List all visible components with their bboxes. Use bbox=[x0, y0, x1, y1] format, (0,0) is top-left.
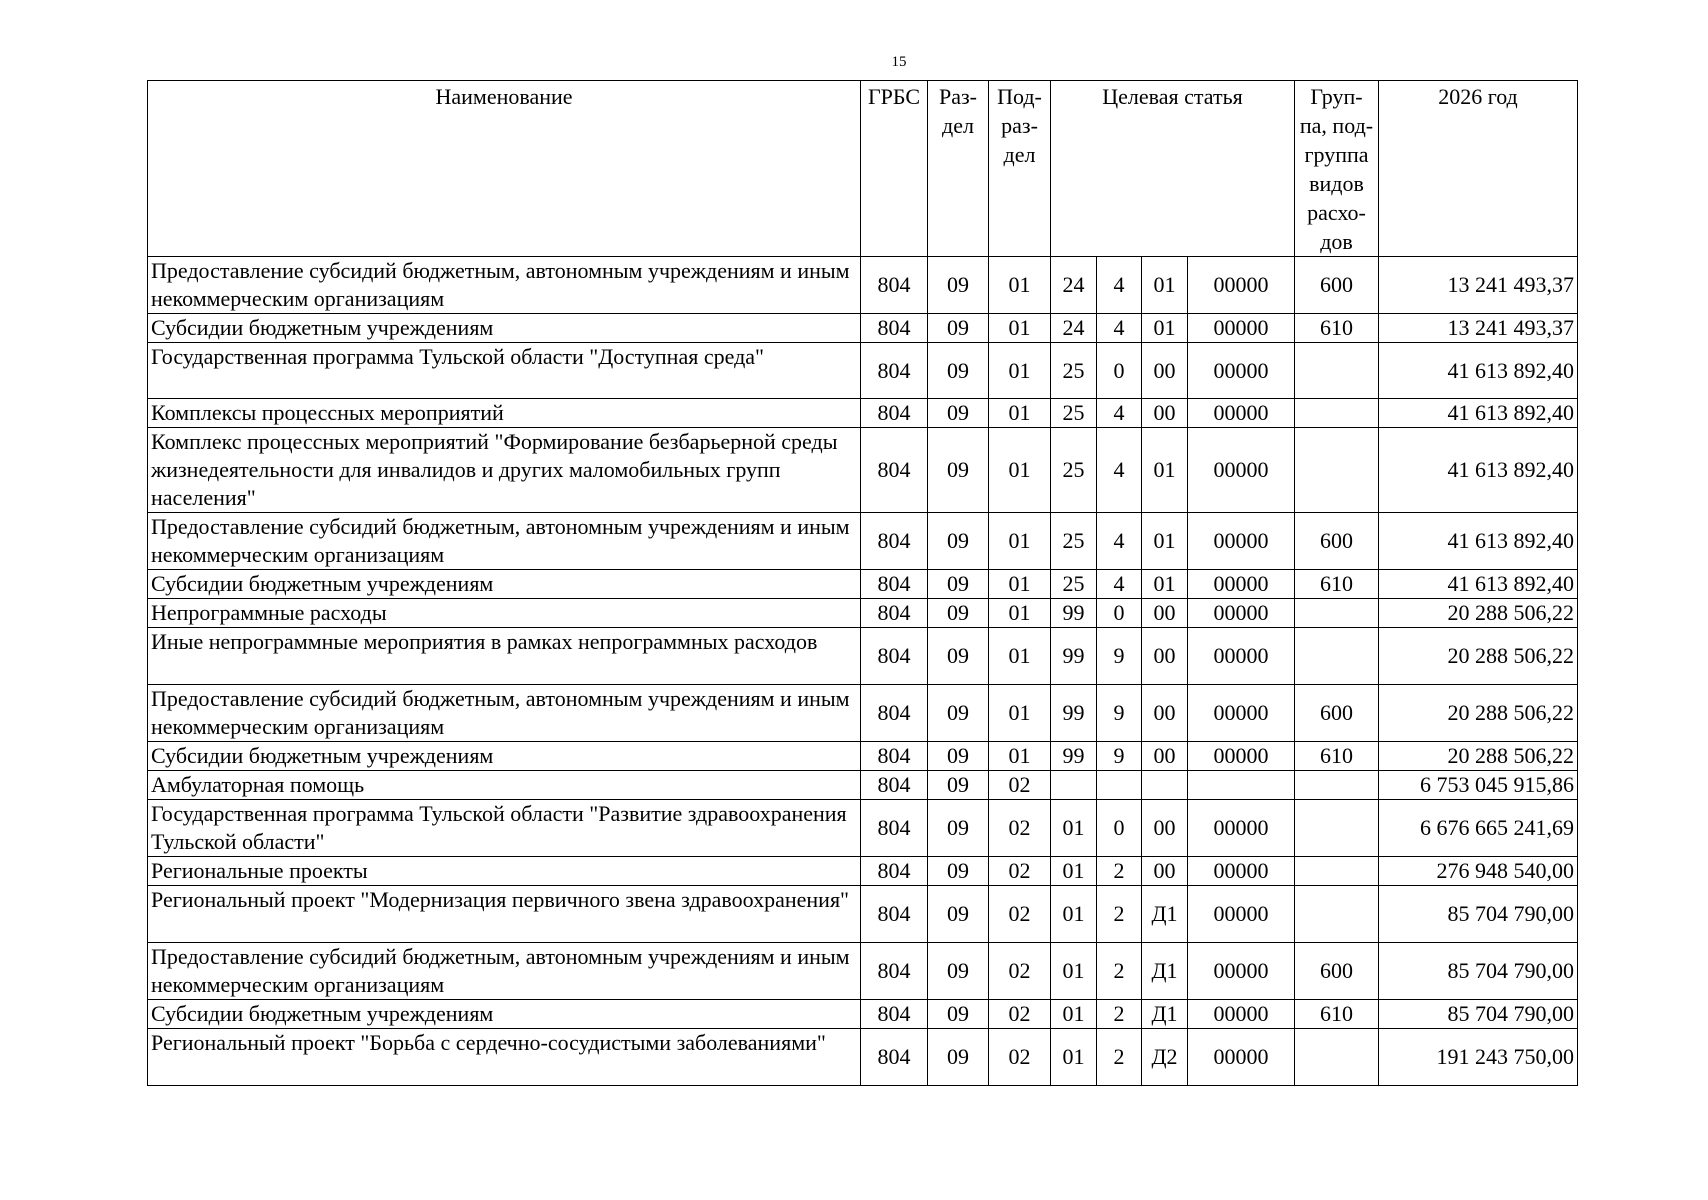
cell-expense-group: 600 bbox=[1295, 513, 1379, 570]
cell-section: 09 bbox=[928, 943, 989, 1000]
cell-expense-group: 610 bbox=[1295, 570, 1379, 599]
cell-amount: 85 704 790,00 bbox=[1379, 886, 1578, 943]
table-row bbox=[148, 1029, 1578, 1086]
cell-target-type: 9 bbox=[1097, 628, 1142, 685]
table-row bbox=[148, 343, 1578, 399]
cell-amount: 20 288 506,22 bbox=[1379, 599, 1578, 628]
header-name: Наименование bbox=[148, 81, 861, 257]
cell-name: Государственная программа Тульской области "Развитие здравоохранения Тульской области" bbox=[148, 800, 861, 857]
cell-target-direction: 00000 bbox=[1188, 1029, 1295, 1086]
cell-grbs: 804 bbox=[861, 1029, 928, 1086]
cell-target-type: 2 bbox=[1097, 943, 1142, 1000]
cell-expense-group bbox=[1295, 857, 1379, 886]
cell-amount: 85 704 790,00 bbox=[1379, 1000, 1578, 1029]
cell-name: Предоставление субсидий бюджетным, автономным учреждениям и иным некоммерческим организациям bbox=[148, 943, 861, 1000]
cell-subsection: 01 bbox=[989, 570, 1051, 599]
cell-section: 09 bbox=[928, 513, 989, 570]
cell-name: Предоставление субсидий бюджетным, автономным учреждениям и иным некоммерческим организациям bbox=[148, 257, 861, 314]
cell-name: Предоставление субсидий бюджетным, автономным учреждениям и иным некоммерческим организациям bbox=[148, 513, 861, 570]
table-row bbox=[148, 1000, 1578, 1029]
cell-target-direction: 00000 bbox=[1188, 257, 1295, 314]
cell-target-type: 0 bbox=[1097, 343, 1142, 399]
cell-expense-group bbox=[1295, 1029, 1379, 1086]
cell-target-direction: 00000 bbox=[1188, 570, 1295, 599]
cell-name: Комплексы процессных мероприятий bbox=[148, 399, 861, 428]
cell-target-type: 9 bbox=[1097, 742, 1142, 771]
cell-target-program: 01 bbox=[1051, 800, 1097, 857]
cell-amount: 41 613 892,40 bbox=[1379, 570, 1578, 599]
cell-target-program: 25 bbox=[1051, 570, 1097, 599]
cell-target-event: 00 bbox=[1142, 685, 1188, 742]
cell-target-type: 0 bbox=[1097, 800, 1142, 857]
cell-target-type: 0 bbox=[1097, 599, 1142, 628]
cell-target-event: 01 bbox=[1142, 570, 1188, 599]
cell-section: 09 bbox=[928, 1029, 989, 1086]
cell-target-event bbox=[1142, 771, 1188, 800]
cell-section: 09 bbox=[928, 599, 989, 628]
cell-amount: 20 288 506,22 bbox=[1379, 742, 1578, 771]
cell-section: 09 bbox=[928, 886, 989, 943]
cell-target-direction: 00000 bbox=[1188, 1000, 1295, 1029]
cell-subsection: 01 bbox=[989, 513, 1051, 570]
cell-expense-group bbox=[1295, 399, 1379, 428]
cell-target-program: 01 bbox=[1051, 1000, 1097, 1029]
cell-target-event: 00 bbox=[1142, 399, 1188, 428]
cell-target-type: 4 bbox=[1097, 399, 1142, 428]
cell-amount: 20 288 506,22 bbox=[1379, 685, 1578, 742]
cell-subsection: 01 bbox=[989, 685, 1051, 742]
cell-grbs: 804 bbox=[861, 343, 928, 399]
cell-target-event: 01 bbox=[1142, 513, 1188, 570]
cell-target-program: 25 bbox=[1051, 343, 1097, 399]
cell-grbs: 804 bbox=[861, 742, 928, 771]
header-subsection: Под- раз- дел bbox=[989, 81, 1051, 257]
cell-subsection: 02 bbox=[989, 857, 1051, 886]
cell-target-direction: 00000 bbox=[1188, 343, 1295, 399]
cell-target-event: Д2 bbox=[1142, 1029, 1188, 1086]
cell-grbs: 804 bbox=[861, 570, 928, 599]
table-row bbox=[148, 399, 1578, 428]
cell-subsection: 02 bbox=[989, 771, 1051, 800]
cell-subsection: 02 bbox=[989, 1029, 1051, 1086]
cell-section: 09 bbox=[928, 771, 989, 800]
cell-target-type: 4 bbox=[1097, 428, 1142, 513]
cell-target-direction: 00000 bbox=[1188, 886, 1295, 943]
cell-section: 09 bbox=[928, 428, 989, 513]
cell-target-program: 25 bbox=[1051, 428, 1097, 513]
cell-section: 09 bbox=[928, 628, 989, 685]
cell-amount: 41 613 892,40 bbox=[1379, 399, 1578, 428]
cell-target-direction: 00000 bbox=[1188, 513, 1295, 570]
cell-amount: 20 288 506,22 bbox=[1379, 628, 1578, 685]
cell-subsection: 01 bbox=[989, 257, 1051, 314]
cell-target-direction: 00000 bbox=[1188, 742, 1295, 771]
cell-expense-group: 610 bbox=[1295, 1000, 1379, 1029]
cell-target-type: 2 bbox=[1097, 886, 1142, 943]
cell-target-program: 01 bbox=[1051, 943, 1097, 1000]
cell-expense-group: 600 bbox=[1295, 943, 1379, 1000]
cell-name: Субсидии бюджетным учреждениям bbox=[148, 742, 861, 771]
cell-subsection: 01 bbox=[989, 343, 1051, 399]
cell-grbs: 804 bbox=[861, 399, 928, 428]
header-row bbox=[148, 81, 1578, 257]
cell-target-type: 2 bbox=[1097, 1000, 1142, 1029]
cell-grbs: 804 bbox=[861, 857, 928, 886]
cell-target-event: Д1 bbox=[1142, 1000, 1188, 1029]
cell-subsection: 01 bbox=[989, 428, 1051, 513]
cell-amount: 13 241 493,37 bbox=[1379, 314, 1578, 343]
cell-expense-group bbox=[1295, 599, 1379, 628]
cell-expense-group: 600 bbox=[1295, 685, 1379, 742]
cell-target-direction: 00000 bbox=[1188, 857, 1295, 886]
cell-name: Региональный проект "Борьба с сердечно-сосудистыми заболеваниями" bbox=[148, 1029, 861, 1086]
cell-name: Предоставление субсидий бюджетным, автономным учреждениям и иным некоммерческим организациям bbox=[148, 685, 861, 742]
table-row bbox=[148, 771, 1578, 800]
cell-target-direction bbox=[1188, 771, 1295, 800]
cell-target-program bbox=[1051, 771, 1097, 800]
cell-target-direction: 00000 bbox=[1188, 800, 1295, 857]
table-row bbox=[148, 742, 1578, 771]
cell-amount: 41 613 892,40 bbox=[1379, 343, 1578, 399]
cell-grbs: 804 bbox=[861, 599, 928, 628]
cell-name: Государственная программа Тульской области "Доступная среда" bbox=[148, 343, 861, 399]
cell-subsection: 02 bbox=[989, 1000, 1051, 1029]
cell-target-direction: 00000 bbox=[1188, 599, 1295, 628]
cell-target-event: Д1 bbox=[1142, 886, 1188, 943]
cell-grbs: 804 bbox=[861, 771, 928, 800]
cell-amount: 85 704 790,00 bbox=[1379, 943, 1578, 1000]
cell-name: Региональные проекты bbox=[148, 857, 861, 886]
cell-name: Субсидии бюджетным учреждениям bbox=[148, 314, 861, 343]
cell-expense-group bbox=[1295, 343, 1379, 399]
cell-target-program: 01 bbox=[1051, 886, 1097, 943]
cell-grbs: 804 bbox=[861, 943, 928, 1000]
table-row bbox=[148, 800, 1578, 857]
table-row bbox=[148, 570, 1578, 599]
cell-target-program: 24 bbox=[1051, 257, 1097, 314]
cell-target-direction: 00000 bbox=[1188, 685, 1295, 742]
table-row bbox=[148, 428, 1578, 513]
cell-section: 09 bbox=[928, 314, 989, 343]
cell-section: 09 bbox=[928, 257, 989, 314]
header-target-article: Целевая статья bbox=[1051, 81, 1295, 257]
cell-amount: 13 241 493,37 bbox=[1379, 257, 1578, 314]
cell-target-program: 99 bbox=[1051, 742, 1097, 771]
cell-section: 09 bbox=[928, 857, 989, 886]
cell-target-event: 00 bbox=[1142, 857, 1188, 886]
table-row bbox=[148, 886, 1578, 943]
cell-grbs: 804 bbox=[861, 513, 928, 570]
cell-target-type: 4 bbox=[1097, 314, 1142, 343]
table-row bbox=[148, 943, 1578, 1000]
cell-subsection: 02 bbox=[989, 886, 1051, 943]
cell-expense-group: 610 bbox=[1295, 314, 1379, 343]
cell-grbs: 804 bbox=[861, 628, 928, 685]
table-row bbox=[148, 314, 1578, 343]
cell-target-event: 00 bbox=[1142, 800, 1188, 857]
cell-name: Непрограммные расходы bbox=[148, 599, 861, 628]
cell-name: Амбулаторная помощь bbox=[148, 771, 861, 800]
cell-section: 09 bbox=[928, 343, 989, 399]
cell-target-direction: 00000 bbox=[1188, 399, 1295, 428]
cell-amount: 41 613 892,40 bbox=[1379, 428, 1578, 513]
cell-target-type bbox=[1097, 771, 1142, 800]
cell-grbs: 804 bbox=[861, 886, 928, 943]
cell-section: 09 bbox=[928, 570, 989, 599]
cell-target-program: 99 bbox=[1051, 685, 1097, 742]
cell-target-program: 99 bbox=[1051, 599, 1097, 628]
header-expense-group: Груп- па, под- группа видов расхо- дов bbox=[1295, 81, 1379, 257]
cell-target-event: 00 bbox=[1142, 343, 1188, 399]
cell-subsection: 02 bbox=[989, 943, 1051, 1000]
cell-expense-group bbox=[1295, 628, 1379, 685]
cell-target-event: 01 bbox=[1142, 314, 1188, 343]
cell-expense-group bbox=[1295, 886, 1379, 943]
cell-subsection: 01 bbox=[989, 628, 1051, 685]
cell-target-direction: 00000 bbox=[1188, 628, 1295, 685]
cell-target-type: 9 bbox=[1097, 685, 1142, 742]
cell-target-event: Д1 bbox=[1142, 943, 1188, 1000]
cell-section: 09 bbox=[928, 1000, 989, 1029]
cell-grbs: 804 bbox=[861, 428, 928, 513]
cell-grbs: 804 bbox=[861, 257, 928, 314]
cell-subsection: 02 bbox=[989, 800, 1051, 857]
cell-grbs: 804 bbox=[861, 1000, 928, 1029]
cell-target-program: 01 bbox=[1051, 1029, 1097, 1086]
cell-name: Региональный проект "Модернизация первичного звена здравоохранения" bbox=[148, 886, 861, 943]
table-row bbox=[148, 857, 1578, 886]
cell-target-program: 01 bbox=[1051, 857, 1097, 886]
cell-expense-group: 610 bbox=[1295, 742, 1379, 771]
cell-target-program: 25 bbox=[1051, 399, 1097, 428]
cell-amount: 41 613 892,40 bbox=[1379, 513, 1578, 570]
cell-expense-group bbox=[1295, 428, 1379, 513]
cell-amount: 276 948 540,00 bbox=[1379, 857, 1578, 886]
cell-target-event: 00 bbox=[1142, 599, 1188, 628]
table-row bbox=[148, 257, 1578, 314]
cell-target-direction: 00000 bbox=[1188, 943, 1295, 1000]
cell-expense-group: 600 bbox=[1295, 257, 1379, 314]
header-year: 2026 год bbox=[1379, 81, 1578, 257]
cell-subsection: 01 bbox=[989, 399, 1051, 428]
cell-target-program: 25 bbox=[1051, 513, 1097, 570]
cell-grbs: 804 bbox=[861, 685, 928, 742]
cell-expense-group bbox=[1295, 800, 1379, 857]
cell-name: Субсидии бюджетным учреждениям bbox=[148, 570, 861, 599]
cell-target-type: 2 bbox=[1097, 857, 1142, 886]
table-row bbox=[148, 685, 1578, 742]
cell-target-type: 2 bbox=[1097, 1029, 1142, 1086]
cell-expense-group bbox=[1295, 771, 1379, 800]
cell-target-type: 4 bbox=[1097, 257, 1142, 314]
cell-target-event: 00 bbox=[1142, 742, 1188, 771]
cell-subsection: 01 bbox=[989, 314, 1051, 343]
cell-grbs: 804 bbox=[861, 314, 928, 343]
cell-section: 09 bbox=[928, 742, 989, 771]
page-number: 15 bbox=[891, 54, 907, 70]
cell-section: 09 bbox=[928, 399, 989, 428]
budget-table bbox=[147, 80, 1578, 1086]
cell-target-event: 01 bbox=[1142, 428, 1188, 513]
cell-grbs: 804 bbox=[861, 800, 928, 857]
table-body bbox=[148, 257, 1578, 1086]
cell-subsection: 01 bbox=[989, 599, 1051, 628]
cell-target-event: 00 bbox=[1142, 628, 1188, 685]
cell-name: Субсидии бюджетным учреждениям bbox=[148, 1000, 861, 1029]
cell-target-direction: 00000 bbox=[1188, 314, 1295, 343]
cell-target-direction: 00000 bbox=[1188, 428, 1295, 513]
table-row bbox=[148, 513, 1578, 570]
cell-name: Комплекс процессных мероприятий "Формирование безбарьерной среды жизнедеятельности для инвалидов и других маломобильных групп населения" bbox=[148, 428, 861, 513]
cell-target-type: 4 bbox=[1097, 570, 1142, 599]
cell-target-program: 99 bbox=[1051, 628, 1097, 685]
cell-section: 09 bbox=[928, 800, 989, 857]
header-section: Раз- дел bbox=[928, 81, 989, 257]
cell-amount: 6 753 045 915,86 bbox=[1379, 771, 1578, 800]
cell-amount: 191 243 750,00 bbox=[1379, 1029, 1578, 1086]
table-row bbox=[148, 599, 1578, 628]
table-row bbox=[148, 628, 1578, 685]
header-grbs: ГРБС bbox=[861, 81, 928, 257]
cell-name: Иные непрограммные мероприятия в рамках непрограммных расходов bbox=[148, 628, 861, 685]
cell-amount: 6 676 665 241,69 bbox=[1379, 800, 1578, 857]
cell-target-event: 01 bbox=[1142, 257, 1188, 314]
cell-subsection: 01 bbox=[989, 742, 1051, 771]
cell-target-program: 24 bbox=[1051, 314, 1097, 343]
cell-section: 09 bbox=[928, 685, 989, 742]
cell-target-type: 4 bbox=[1097, 513, 1142, 570]
